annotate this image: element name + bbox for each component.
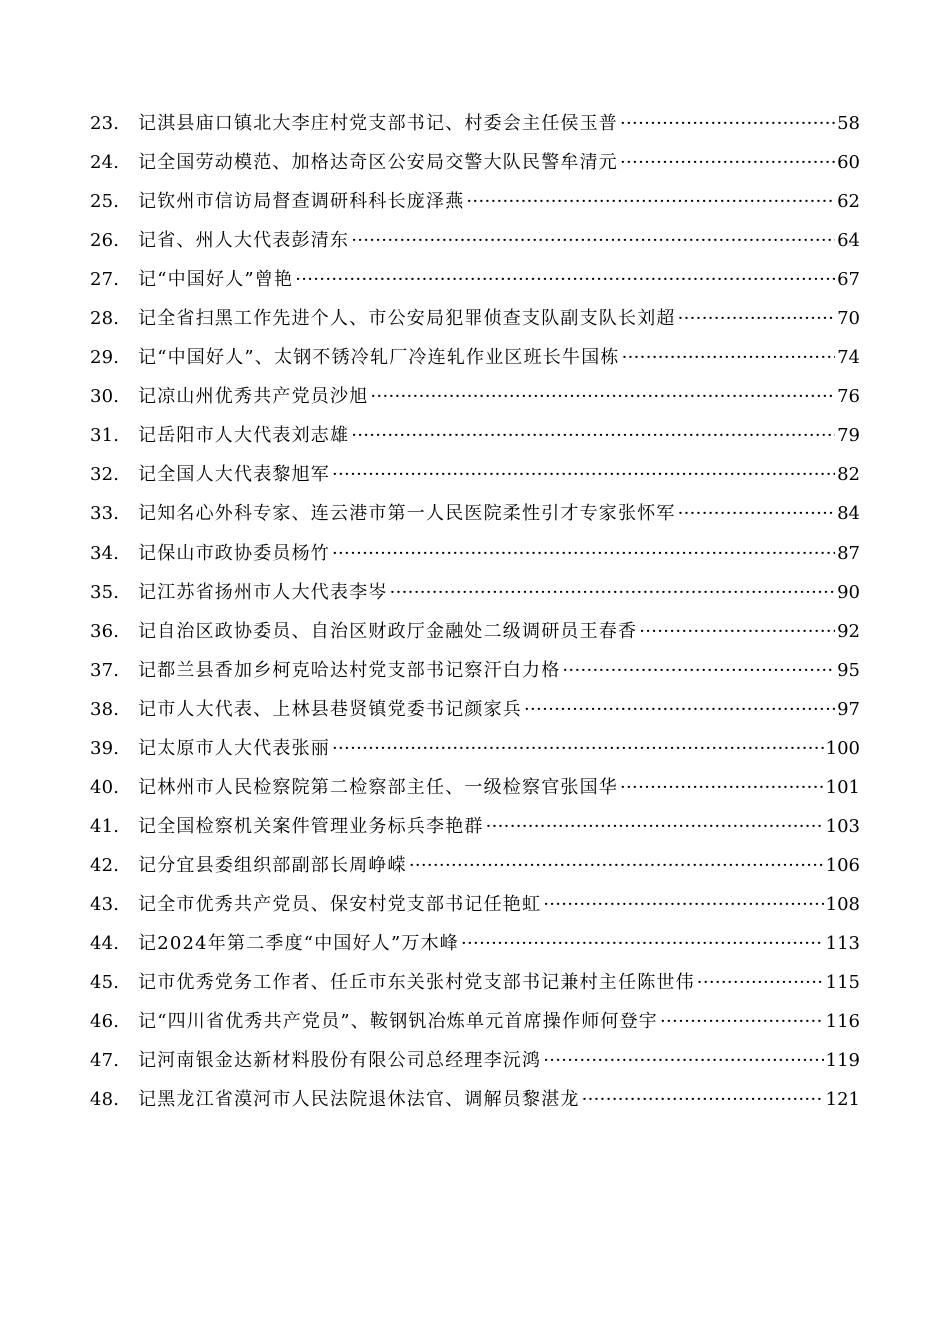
toc-entry-title: 记省、州人大代表彭清东 xyxy=(138,230,350,252)
toc-entry-page-number: 79 xyxy=(837,425,860,447)
dot-leader xyxy=(660,1002,824,1041)
toc-entry-number: 47. xyxy=(90,1050,120,1072)
toc-entry xyxy=(90,534,860,573)
dot-leader xyxy=(562,651,835,690)
toc-entry-page-number: 62 xyxy=(837,191,860,213)
toc-entry xyxy=(90,299,860,338)
toc-entry-title: 记市人大代表、上林县巷贤镇党委书记颜家兵 xyxy=(138,698,522,720)
toc-entry-number: 41. xyxy=(90,815,120,837)
toc-entry xyxy=(90,1080,860,1119)
toc-entry-title: 记岳阳市人大代表刘志雄 xyxy=(138,425,350,447)
toc-entry-title: 记淇县庙口镇北大李庄村党支部书记、村委会主任侯玉普 xyxy=(138,113,618,134)
dot-leader xyxy=(524,690,835,729)
toc-entry xyxy=(90,221,860,260)
dot-leader xyxy=(543,885,823,924)
toc-entry xyxy=(90,494,860,533)
dot-leader xyxy=(697,963,824,1002)
toc-entry xyxy=(90,455,860,494)
toc-entry-title: 记全国人大代表黎旭军 xyxy=(138,464,330,486)
toc-entry-number: 34. xyxy=(90,542,120,564)
toc-entry-title: 记林州市人民检察院第二检察部主任、一级检察官张国华 xyxy=(138,776,618,798)
toc-entry-number: 33. xyxy=(90,503,120,525)
toc-entry-number: 46. xyxy=(90,1011,120,1033)
dot-leader xyxy=(332,729,824,768)
toc-entry-number: 30. xyxy=(90,386,120,408)
toc-entry-page-number: 103 xyxy=(825,815,860,837)
toc-entry-page-number: 70 xyxy=(837,308,860,330)
toc-entry xyxy=(90,416,860,455)
toc-entry xyxy=(90,104,860,143)
dot-leader xyxy=(486,807,824,846)
toc-entry-title: 记知名心外科专家、连云港市第一人民医院柔性引才专家张怀军 xyxy=(138,503,676,525)
toc-entry xyxy=(90,1041,860,1080)
dot-leader xyxy=(466,182,835,221)
toc-entry-page-number: 58 xyxy=(837,113,860,134)
toc-entry-number: 29. xyxy=(90,347,120,369)
toc-entry-page-number: 92 xyxy=(837,620,860,642)
toc-entry xyxy=(90,338,860,377)
dot-leader xyxy=(351,221,835,260)
toc-entry-number: 40. xyxy=(90,776,120,798)
dot-leader xyxy=(620,143,835,182)
toc-entry xyxy=(90,924,860,963)
toc-entry-title: 记“中国好人”曾艳 xyxy=(138,269,294,291)
toc-entry-number: 48. xyxy=(90,1089,120,1111)
toc-entry-page-number: 116 xyxy=(825,1011,860,1033)
toc-entry-title: 记全省扫黑工作先进个人、市公安局犯罪侦查支队副支队长刘超 xyxy=(138,308,676,330)
dot-leader xyxy=(461,924,824,963)
toc-entry xyxy=(90,1002,860,1041)
toc-entry xyxy=(90,377,860,416)
toc-entry-title: 记2024年第二季度“中国好人”万木峰 xyxy=(138,932,460,954)
toc-entry-page-number: 115 xyxy=(825,972,860,994)
toc-entry-page-number: 76 xyxy=(837,386,860,408)
dot-leader xyxy=(678,494,835,533)
toc-entry-page-number: 108 xyxy=(825,893,860,915)
toc-entry-page-number: 67 xyxy=(837,269,860,291)
dot-leader xyxy=(543,1041,823,1080)
toc-entry-number: 43. xyxy=(90,893,120,915)
dot-leader xyxy=(390,573,835,612)
toc-entry-number: 23. xyxy=(90,113,120,134)
toc-entry xyxy=(90,846,860,885)
toc-entry xyxy=(90,260,860,299)
toc-entry-title: 记分宜县委组织部副部长周峥嵘 xyxy=(138,854,407,876)
toc-entry-page-number: 113 xyxy=(825,932,860,954)
toc-entry-page-number: 100 xyxy=(825,737,860,759)
toc-entry-title: 记自治区政协委员、自治区财政厅金融处二级调研员王春香 xyxy=(138,620,638,642)
toc-entry-number: 26. xyxy=(90,230,120,252)
toc-entry-page-number: 97 xyxy=(837,698,860,720)
dot-leader xyxy=(678,299,835,338)
dot-leader xyxy=(409,846,824,885)
toc-entry-number: 42. xyxy=(90,854,120,876)
toc-entry-number: 28. xyxy=(90,308,120,330)
toc-entry-title: 记钦州市信访局督查调研科科长庞泽燕 xyxy=(138,191,465,213)
toc-entry-title: 记全市优秀共产党员、保安村党支部书记任艳虹 xyxy=(138,893,542,915)
toc-entry-title: 记市优秀党务工作者、任丘市东关张村党支部书记兼村主任陈世伟 xyxy=(138,972,695,994)
toc-entry-page-number: 121 xyxy=(825,1089,860,1111)
dot-leader xyxy=(332,534,835,573)
toc-entry-number: 31. xyxy=(90,425,120,447)
toc-entry-title: 记江苏省扬州市人大代表李岑 xyxy=(138,581,388,603)
toc-entry-page-number: 84 xyxy=(837,503,860,525)
dot-leader xyxy=(582,1080,824,1119)
toc-entry-number: 45. xyxy=(90,972,120,994)
toc-entry-number: 44. xyxy=(90,932,120,954)
toc-entry-number: 32. xyxy=(90,464,120,486)
toc-entry xyxy=(90,651,860,690)
toc-entry xyxy=(90,729,860,768)
toc-entry-number: 24. xyxy=(90,152,120,174)
toc-entry-title: 记全国劳动模范、加格达奇区公安局交警大队民警牟清元 xyxy=(138,152,618,174)
toc-entry xyxy=(90,612,860,651)
toc-entry-page-number: 106 xyxy=(825,854,860,876)
dot-leader xyxy=(332,455,835,494)
toc-entry xyxy=(90,963,860,1002)
toc-entry-title: 记都兰县香加乡柯克哈达村党支部书记察汗白力格 xyxy=(138,659,561,681)
toc-entry-number: 35. xyxy=(90,581,120,603)
toc-entry xyxy=(90,182,860,221)
toc-entry-number: 27. xyxy=(90,269,120,291)
dot-leader xyxy=(622,338,835,377)
toc-entry-number: 25. xyxy=(90,191,120,213)
toc-entry-number: 38. xyxy=(90,698,120,720)
toc-entry-page-number: 74 xyxy=(837,347,860,369)
toc-entry-page-number: 95 xyxy=(837,659,860,681)
toc-entry-title: 记河南银金达新材料股份有限公司总经理李沅鸿 xyxy=(138,1050,542,1072)
toc-entry-title: 记保山市政协委员杨竹 xyxy=(138,542,330,564)
toc-entry-page-number: 87 xyxy=(837,542,860,564)
toc-entry-page-number: 90 xyxy=(837,581,860,603)
dot-leader xyxy=(351,416,835,455)
toc-entry xyxy=(90,768,860,807)
toc-entry-title: 记“中国好人”、太钢不锈冷轧厂冷连轧作业区班长牛国栋 xyxy=(138,347,620,369)
dot-leader xyxy=(620,104,835,143)
toc-entry-page-number: 101 xyxy=(825,776,860,798)
toc-entry-title: 记黑龙江省漠河市人民法院退休法官、调解员黎湛龙 xyxy=(138,1089,580,1111)
toc-entry-title: 记全国检察机关案件管理业务标兵李艳群 xyxy=(138,815,484,837)
toc-entry xyxy=(90,690,860,729)
dot-leader xyxy=(295,260,835,299)
toc-entry-title: 记凉山州优秀共产党员沙旭 xyxy=(138,386,369,408)
toc-entry-number: 39. xyxy=(90,737,120,759)
toc-entry-page-number: 60 xyxy=(837,152,860,174)
dot-leader xyxy=(620,768,824,807)
table-of-contents xyxy=(90,104,860,1119)
toc-entry-number: 37. xyxy=(90,659,120,681)
dot-leader xyxy=(639,612,835,651)
toc-entry-page-number: 119 xyxy=(825,1050,860,1072)
toc-entry-title: 记太原市人大代表张丽 xyxy=(138,737,330,759)
dot-leader xyxy=(370,377,835,416)
toc-entry xyxy=(90,573,860,612)
toc-entry-page-number: 64 xyxy=(837,230,860,252)
toc-entry xyxy=(90,143,860,182)
toc-entry xyxy=(90,807,860,846)
toc-entry xyxy=(90,885,860,924)
toc-entry-title: 记“四川省优秀共产党员”、鞍钢钒冶炼单元首席操作师何登宇 xyxy=(138,1011,659,1033)
toc-entry-page-number: 82 xyxy=(837,464,860,486)
toc-entry-number: 36. xyxy=(90,620,120,642)
